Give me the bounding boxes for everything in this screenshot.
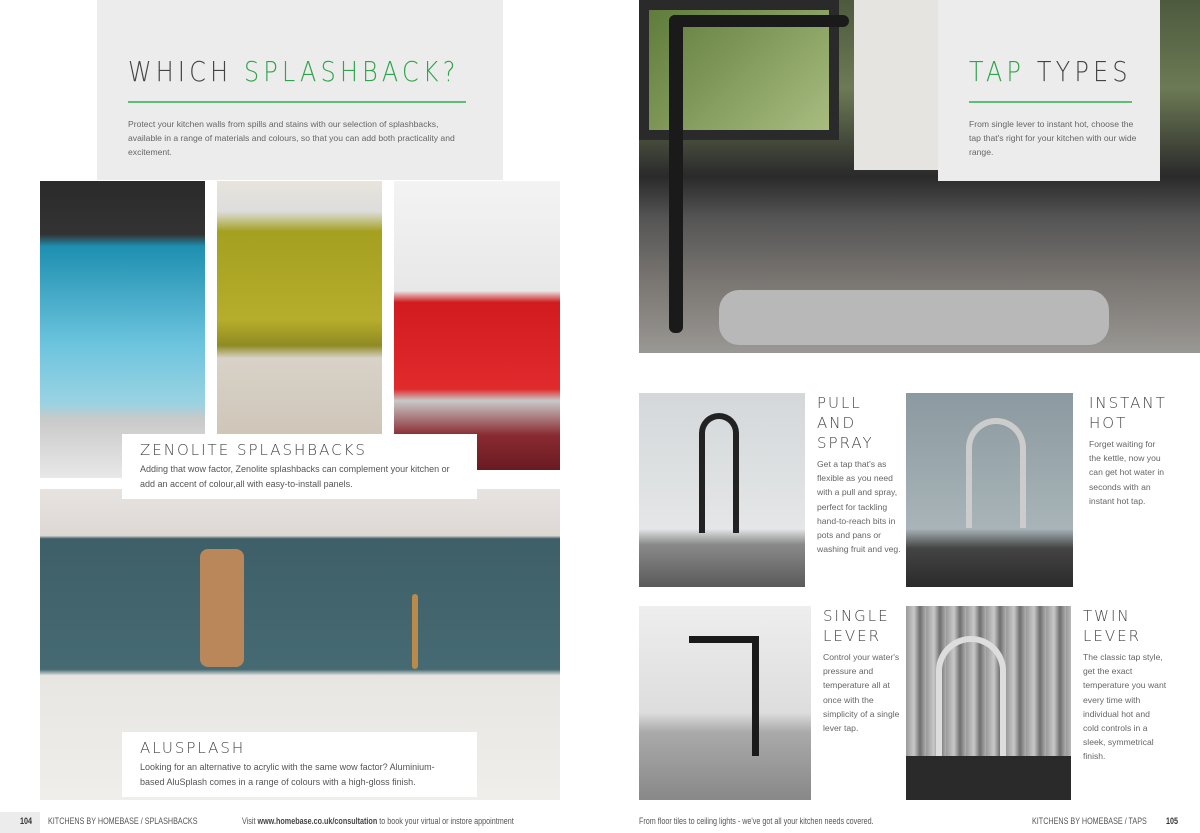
twin-lever-text: [1083, 606, 1168, 764]
tap-spout: [669, 15, 849, 27]
tap-shape: [966, 418, 1026, 528]
twin-lever-title: TWIN LEVER: [1083, 607, 1141, 645]
pull-spray-desc: Get a tap that's as flexible as you need with a pull and spray, perfect for tackling hand-to-reach bits in pots and pans or washing fruit and veg.: [817, 459, 901, 555]
twin-lever-desc: The classic tap style, get the exact temperature you want every time with individual hot and cold controls in a sleek, symmetrical finish.: [1083, 652, 1167, 762]
tap-body: [669, 15, 683, 333]
zenolite-text: Adding that wow factor, Zenolite splashbacks can complement your kitchen or add an accent of colour,all with easy-to-install panels.: [140, 464, 450, 489]
tap-shape: [936, 636, 1006, 756]
intro-text: Protect your kitchen walls from spills and stains with our selection of splashbacks, available in a range of materials and colours, so that you can add both practicality and excitement.: [128, 119, 455, 157]
tap-shape: [689, 636, 759, 756]
red-splashback-photo: [394, 181, 560, 470]
title-rule: [128, 101, 466, 103]
title-accent: SPLASHBACK?: [244, 55, 460, 88]
alusplash-text: Looking for an alternative to acrylic with the same wow factor? Aluminium-based AluSplash comes in a range of colours with a high-gloss finish.: [140, 762, 435, 787]
olive-splashback-photo: [217, 181, 382, 434]
instant-hot-title: INSTANT HOT: [1089, 394, 1167, 432]
pull-spray-title: PULL AND SPRAY: [817, 394, 874, 452]
zenolite-card: [122, 434, 477, 499]
countertop: [906, 756, 1071, 800]
title-accent-right: TAP: [969, 55, 1026, 88]
section-label-left: KITCHENS BY HOMEBASE / SPLASHBACKS: [48, 816, 198, 826]
pull-spray-photo: [639, 393, 805, 587]
sink: [719, 290, 1109, 345]
twin-lever-photo: [906, 606, 1071, 800]
page-number-left: 104: [20, 816, 33, 826]
tap-intro-text: From single lever to instant hot, choose the tap that's right for your kitchen with our wide range.: [969, 119, 1137, 157]
consultation-note: [242, 816, 514, 826]
footer-tagline: From floor tiles to ceiling lights - we've got all your kitchen needs covered.: [639, 816, 874, 826]
tap-types-title: [969, 55, 1156, 88]
visit-pre: Visit: [242, 816, 258, 826]
consultation-link[interactable]: www.homebase.co.uk/consultation: [257, 816, 378, 826]
page-title: [128, 55, 502, 88]
brick-wall: [854, 0, 939, 170]
chopping-board: [200, 549, 244, 667]
alusplash-title: ALUSPLASH: [140, 739, 246, 757]
visit-post: to book your virtual or instore appointment: [377, 816, 514, 826]
pull-spray-text: [817, 393, 902, 556]
alusplash-card: [122, 732, 477, 797]
section-label-right: KITCHENS BY HOMEBASE / TAPS: [1032, 816, 1147, 826]
page-number-right: 105: [1166, 816, 1179, 826]
tap-title-rule: [969, 101, 1132, 103]
instant-hot-text: [1089, 393, 1169, 508]
gold-tap: [412, 594, 418, 669]
zenolite-title: ZENOLITE SPLASHBACKS: [140, 441, 367, 459]
tap-shape: [699, 413, 739, 533]
instant-hot-photo: [906, 393, 1073, 587]
title-plain: WHICH: [128, 55, 233, 88]
single-lever-desc: Control your water's pressure and temperature all at once with the simplicity of a single lever tap.: [823, 652, 900, 734]
instant-hot-desc: Forget waiting for the kettle, now you can get hot water in seconds with an instant hot tap.: [1089, 439, 1165, 506]
single-lever-title: SINGLE LEVER: [823, 607, 890, 645]
single-lever-photo: [639, 606, 811, 800]
single-lever-text: [823, 606, 903, 735]
title-plain-right: TYPES: [1036, 55, 1132, 88]
